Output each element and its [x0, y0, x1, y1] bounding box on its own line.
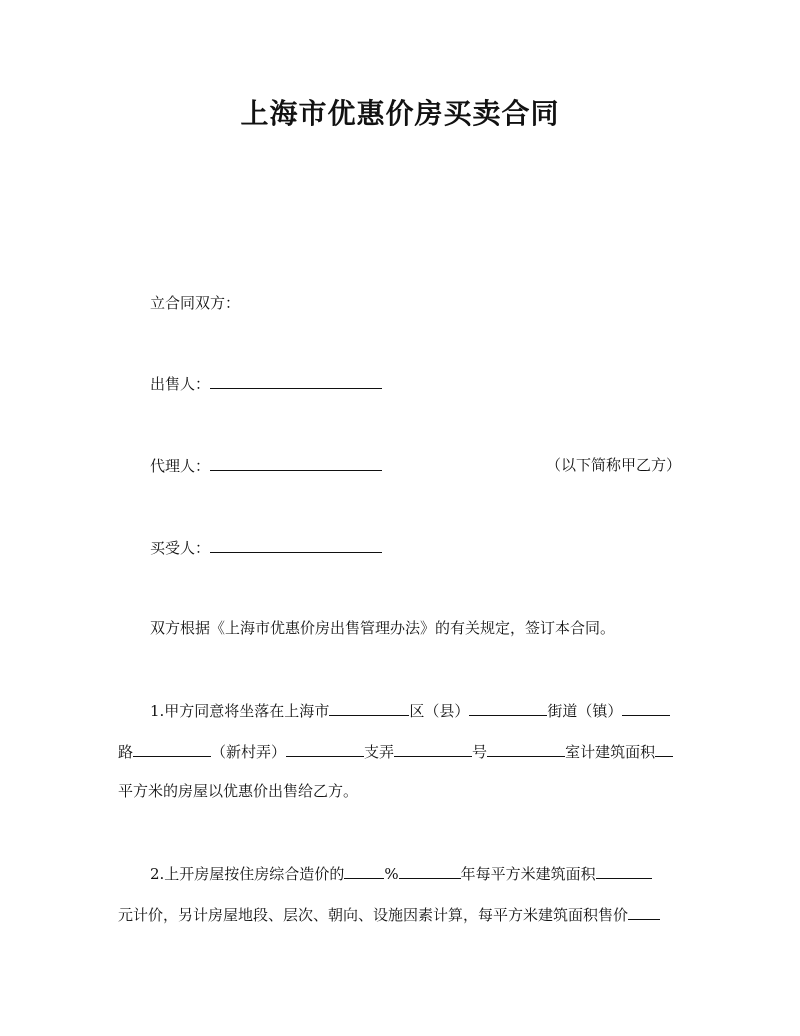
clause1-text-road: 路: [118, 743, 134, 761]
parties-heading: 立合同双方：: [150, 294, 241, 312]
clause1-text-number: 号: [472, 743, 488, 761]
document-title: 上海市优惠价房买卖合同: [240, 97, 560, 130]
clause1-text-area: 室计建筑面积: [565, 743, 656, 761]
agent-note: （以下简称甲乙方）: [546, 456, 682, 474]
intro-paragraph: 双方根据《上海市优惠价房出售管理办法》的有关规定，签订本合同。: [150, 619, 616, 637]
road-blank: [133, 741, 211, 757]
clause2-line1: [150, 863, 652, 884]
clause2-text-line2: 元计价，另计房屋地段、层次、朝向、设施因素计算，每平方米建筑面积售价: [118, 906, 629, 924]
lane-blank: [286, 741, 364, 757]
clause1-line3: 平方米的房屋以优惠价出售给乙方。: [118, 782, 359, 800]
sublane-blank: [394, 741, 472, 757]
clause1-line2: [118, 741, 673, 762]
seller-line: [150, 373, 382, 394]
area-blank: [655, 741, 673, 757]
number-blank: [487, 741, 565, 757]
clause2-text-a: 2.上开房屋按住房综合造价的: [150, 865, 345, 883]
area-price-blank: [596, 863, 652, 879]
clause2-line2: [118, 904, 660, 925]
street-blank: [622, 700, 670, 716]
clause1-text-sublane: 支弄: [364, 743, 395, 761]
agent-line: [150, 455, 382, 476]
clause1-text-c: 街道（镇）: [547, 702, 623, 720]
buyer-line: [150, 537, 382, 558]
clause1-line1: [150, 700, 670, 721]
unit-price-blank: [628, 904, 660, 920]
clause2-text-c: 年每平方米建筑面积: [460, 865, 596, 883]
agent-label: 代理人：: [150, 457, 211, 475]
percent-blank: [344, 863, 384, 879]
agent-blank: [210, 455, 382, 471]
buyer-blank: [210, 537, 382, 553]
seller-label: 出售人：: [150, 375, 211, 393]
clause2-text-percent: %: [384, 865, 399, 883]
year-blank: [399, 863, 461, 879]
buyer-label: 买受人：: [150, 539, 211, 557]
city-district-blank: [329, 700, 409, 716]
clause1-text-lane: （新村弄）: [211, 743, 287, 761]
county-blank: [469, 700, 547, 716]
clause1-text-a: 1.甲方同意将坐落在上海市: [150, 702, 330, 720]
clause1-text-b: 区（县）: [409, 702, 470, 720]
seller-blank: [210, 373, 382, 389]
